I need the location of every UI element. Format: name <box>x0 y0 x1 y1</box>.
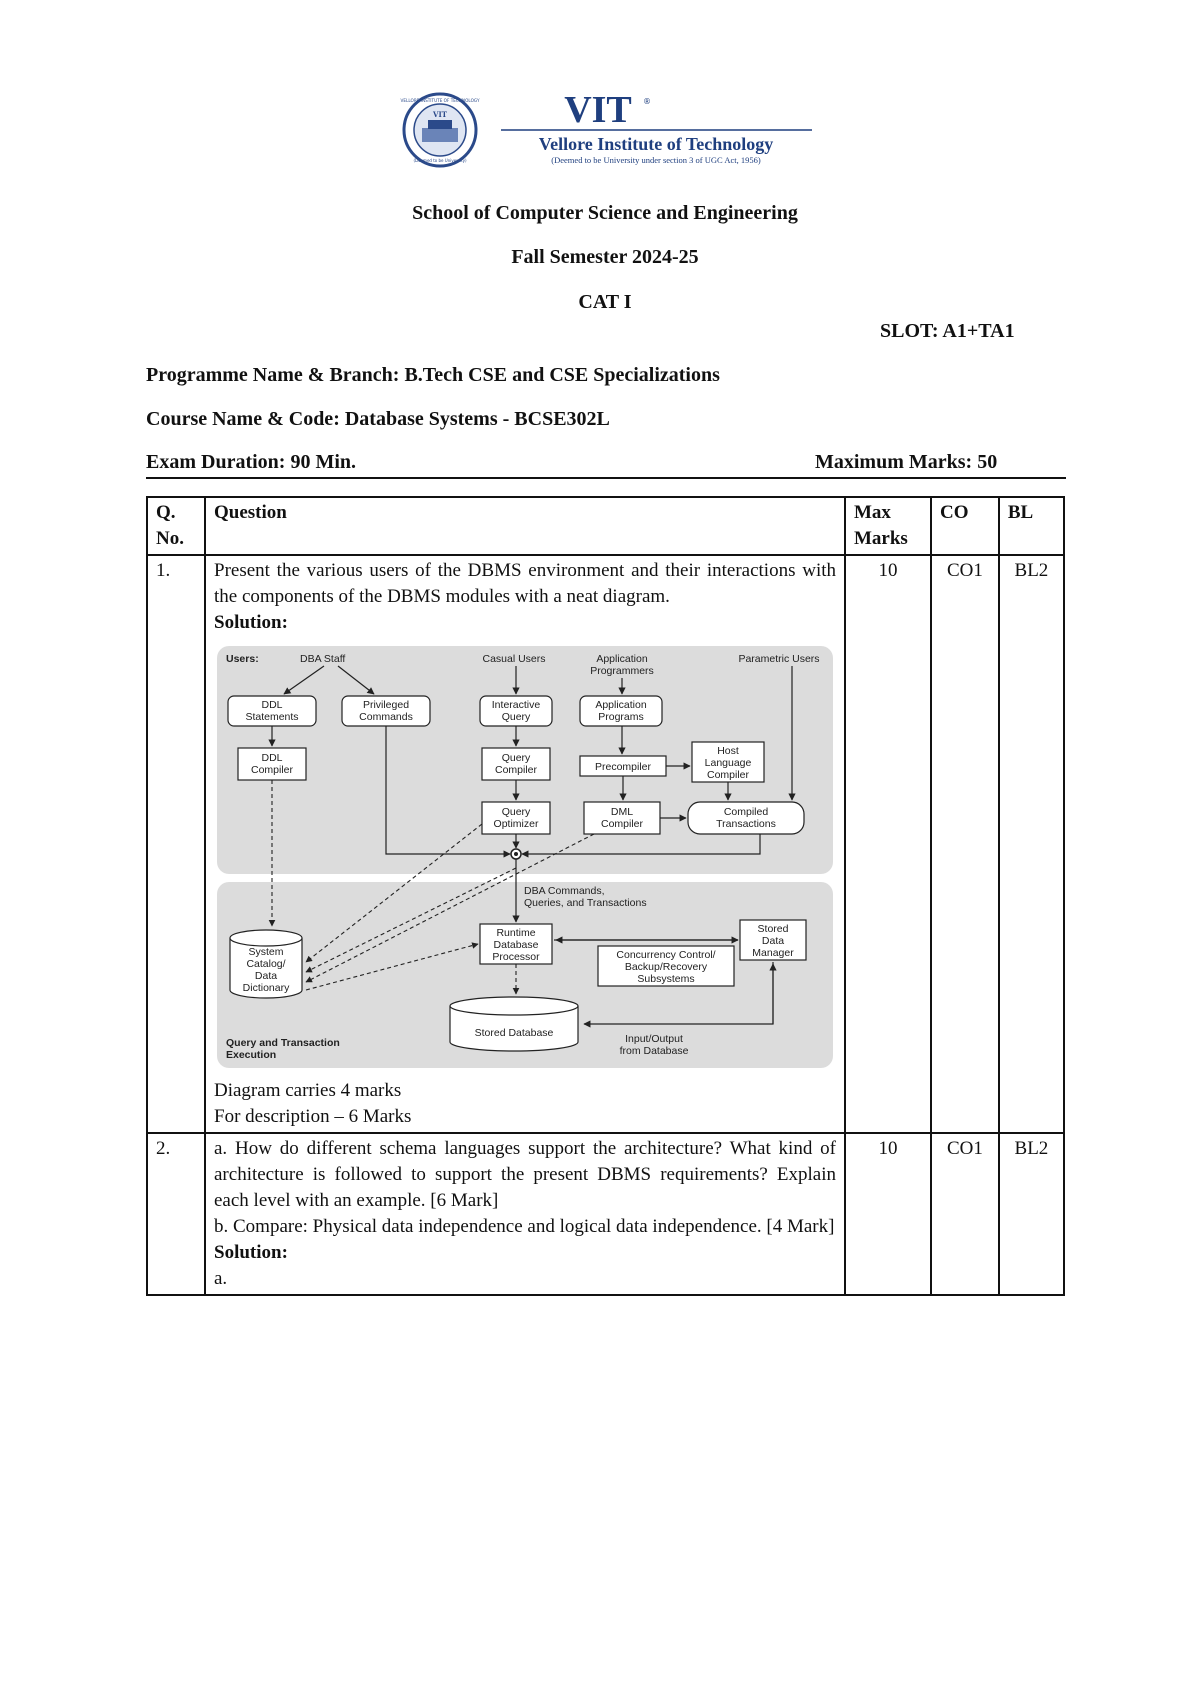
svg-text:Compiler: Compiler <box>494 764 538 776</box>
q1-number: 1. <box>147 555 205 1133</box>
svg-text:DDL: DDL <box>261 699 283 711</box>
query-optimizer-box <box>482 802 550 834</box>
svg-text:DML: DML <box>610 806 634 818</box>
q1-question-cell <box>205 555 845 1133</box>
privileged-commands-box <box>342 696 430 726</box>
svg-text:Data: Data <box>254 970 278 982</box>
vit-logo <box>398 92 814 172</box>
svg-text:Dictionary: Dictionary <box>242 982 290 994</box>
table-row <box>147 1133 1064 1295</box>
header-divider <box>146 477 1066 479</box>
users-label: Users: <box>226 653 259 665</box>
q2-number: 2. <box>147 1133 205 1295</box>
table-header-row <box>147 497 1064 555</box>
q1-solution-label: Solution: <box>214 612 288 633</box>
svg-text:Host: Host <box>717 745 739 757</box>
dbms-components-diagram <box>214 644 836 1072</box>
svg-text:Compiler: Compiler <box>706 769 750 781</box>
svg-text:Compiler: Compiler <box>600 818 644 830</box>
q2-part-b: b. Compare: Physical data independence and logical data independence. [4 Mark] <box>214 1216 835 1237</box>
query-execution-label-2: Execution <box>226 1049 277 1061</box>
svg-text:Backup/Recovery: Backup/Recovery <box>624 961 708 973</box>
header-co: CO <box>931 497 999 555</box>
q2-co: CO1 <box>931 1133 999 1295</box>
q2-solution-label: Solution: <box>214 1242 288 1263</box>
q2-part-a: a. How do different schema languages support the architecture? What kind of architecture is followed to support the present DBMS requirements? Explain each level with an example. [6 Mark] <box>214 1138 836 1211</box>
q1-bl: BL2 <box>999 555 1064 1133</box>
programme-info: Programme Name & Branch: B.Tech CSE and CSE Specializations <box>146 364 720 386</box>
svg-text:Transactions: Transactions <box>716 818 776 830</box>
svg-text:DDL: DDL <box>261 752 283 764</box>
registered-mark: ® <box>643 97 651 106</box>
parametric-users-label: Parametric Users <box>738 653 820 665</box>
svg-text:Concurrency Control/: Concurrency Control/ <box>616 949 716 961</box>
max-marks-info: Maximum Marks: 50 <box>815 451 998 473</box>
ddl-compiler-box <box>238 748 306 780</box>
school-title: School of Computer Science and Engineering <box>412 202 798 224</box>
q1-marks: 10 <box>845 555 931 1133</box>
dml-compiler-box <box>584 802 660 834</box>
institute-name: Vellore Institute of Technology <box>538 134 774 154</box>
io-label-2: from Database <box>619 1045 689 1057</box>
svg-text:Application: Application <box>595 699 647 711</box>
svg-text:Subsystems: Subsystems <box>637 973 695 985</box>
q2-solution-a: a. <box>214 1268 228 1289</box>
semester-title: Fall Semester 2024-25 <box>511 246 699 268</box>
q2-marks: 10 <box>845 1133 931 1295</box>
svg-text:Programs: Programs <box>598 711 644 723</box>
svg-text:Query: Query <box>501 752 531 764</box>
query-compiler-box <box>482 748 550 780</box>
app-programmers-label-1: Application <box>596 653 648 665</box>
svg-text:Interactive: Interactive <box>491 699 541 711</box>
svg-text:Database: Database <box>493 939 539 951</box>
svg-text:Precompiler: Precompiler <box>594 761 652 773</box>
q1-diagram-note: Diagram carries 4 marks <box>214 1080 402 1101</box>
svg-text:Compiler: Compiler <box>250 764 294 776</box>
svg-text:Processor: Processor <box>492 951 540 963</box>
q1-co: CO1 <box>931 555 999 1133</box>
dba-staff-label: DBA Staff <box>300 653 346 665</box>
host-language-compiler-box <box>692 742 764 782</box>
casual-users-label: Casual Users <box>482 653 546 665</box>
compiled-transactions-box <box>688 802 804 834</box>
svg-text:Statements: Statements <box>245 711 299 723</box>
svg-text:Commands: Commands <box>359 711 413 723</box>
q1-description-note: For description – 6 Marks <box>214 1106 412 1127</box>
q1-text: Present the various users of the DBMS environment and their interactions with the components of the DBMS modules with a neat diagram. <box>214 560 836 607</box>
svg-text:VELLORE INSTITUTE OF TECHNOLOG: VELLORE INSTITUTE OF TECHNOLOGY <box>400 98 480 103</box>
duration-info: Exam Duration: 90 Min. <box>146 451 356 473</box>
svg-text:Query: Query <box>501 711 531 723</box>
question-table <box>146 496 1065 1296</box>
header-marks: Max Marks <box>845 497 931 555</box>
svg-text:VIT: VIT <box>433 110 447 119</box>
svg-text:Privileged: Privileged <box>362 699 410 711</box>
svg-text:Stored Database: Stored Database <box>474 1027 554 1039</box>
precompiler-box <box>580 756 666 776</box>
dba-commands-label-1: DBA Commands, <box>524 885 605 897</box>
io-label-1: Input/Output <box>625 1033 683 1045</box>
q2-bl: BL2 <box>999 1133 1064 1295</box>
runtime-db-processor-box <box>480 924 552 964</box>
stored-database-cylinder <box>450 997 578 1051</box>
svg-text:Stored: Stored <box>757 923 789 935</box>
query-execution-label-1: Query and Transaction <box>226 1037 340 1049</box>
interactive-query-box <box>480 696 552 726</box>
application-programs-box <box>580 696 662 726</box>
header-bl: BL <box>999 497 1064 555</box>
svg-text:Language: Language <box>704 757 752 769</box>
svg-text:Data: Data <box>761 935 785 947</box>
table-row <box>147 555 1064 1133</box>
vit-brand: VIT <box>564 92 632 131</box>
svg-text:Optimizer: Optimizer <box>493 818 539 830</box>
dba-commands-label-2: Queries, and Transactions <box>524 897 647 909</box>
svg-text:System: System <box>248 946 284 958</box>
app-programmers-label-2: Programmers <box>590 665 654 677</box>
institute-subtitle: (Deemed to be University under section 3 of UGC Act, 1956) <box>551 155 761 165</box>
svg-text:Runtime: Runtime <box>496 927 536 939</box>
svg-text:(Deemed to be University): (Deemed to be University) <box>413 158 467 163</box>
svg-text:Catalog/: Catalog/ <box>246 958 286 970</box>
header-qno: Q. No. <box>147 497 205 555</box>
svg-text:Query: Query <box>501 806 531 818</box>
svg-text:Manager: Manager <box>752 947 794 959</box>
course-info: Course Name & Code: Database Systems - BCSE302L <box>146 408 610 430</box>
header-question: Question <box>205 497 845 555</box>
svg-text:Compiled: Compiled <box>723 806 769 818</box>
concurrency-control-box <box>598 946 734 986</box>
system-catalog-cylinder <box>230 930 302 998</box>
stored-data-manager-box <box>740 920 806 960</box>
ddl-statements-box <box>228 696 316 726</box>
q2-question-cell <box>205 1133 845 1295</box>
exam-title: CAT I <box>578 291 632 313</box>
vit-seal-icon <box>401 94 480 166</box>
slot-info: SLOT: A1+TA1 <box>880 320 1015 342</box>
